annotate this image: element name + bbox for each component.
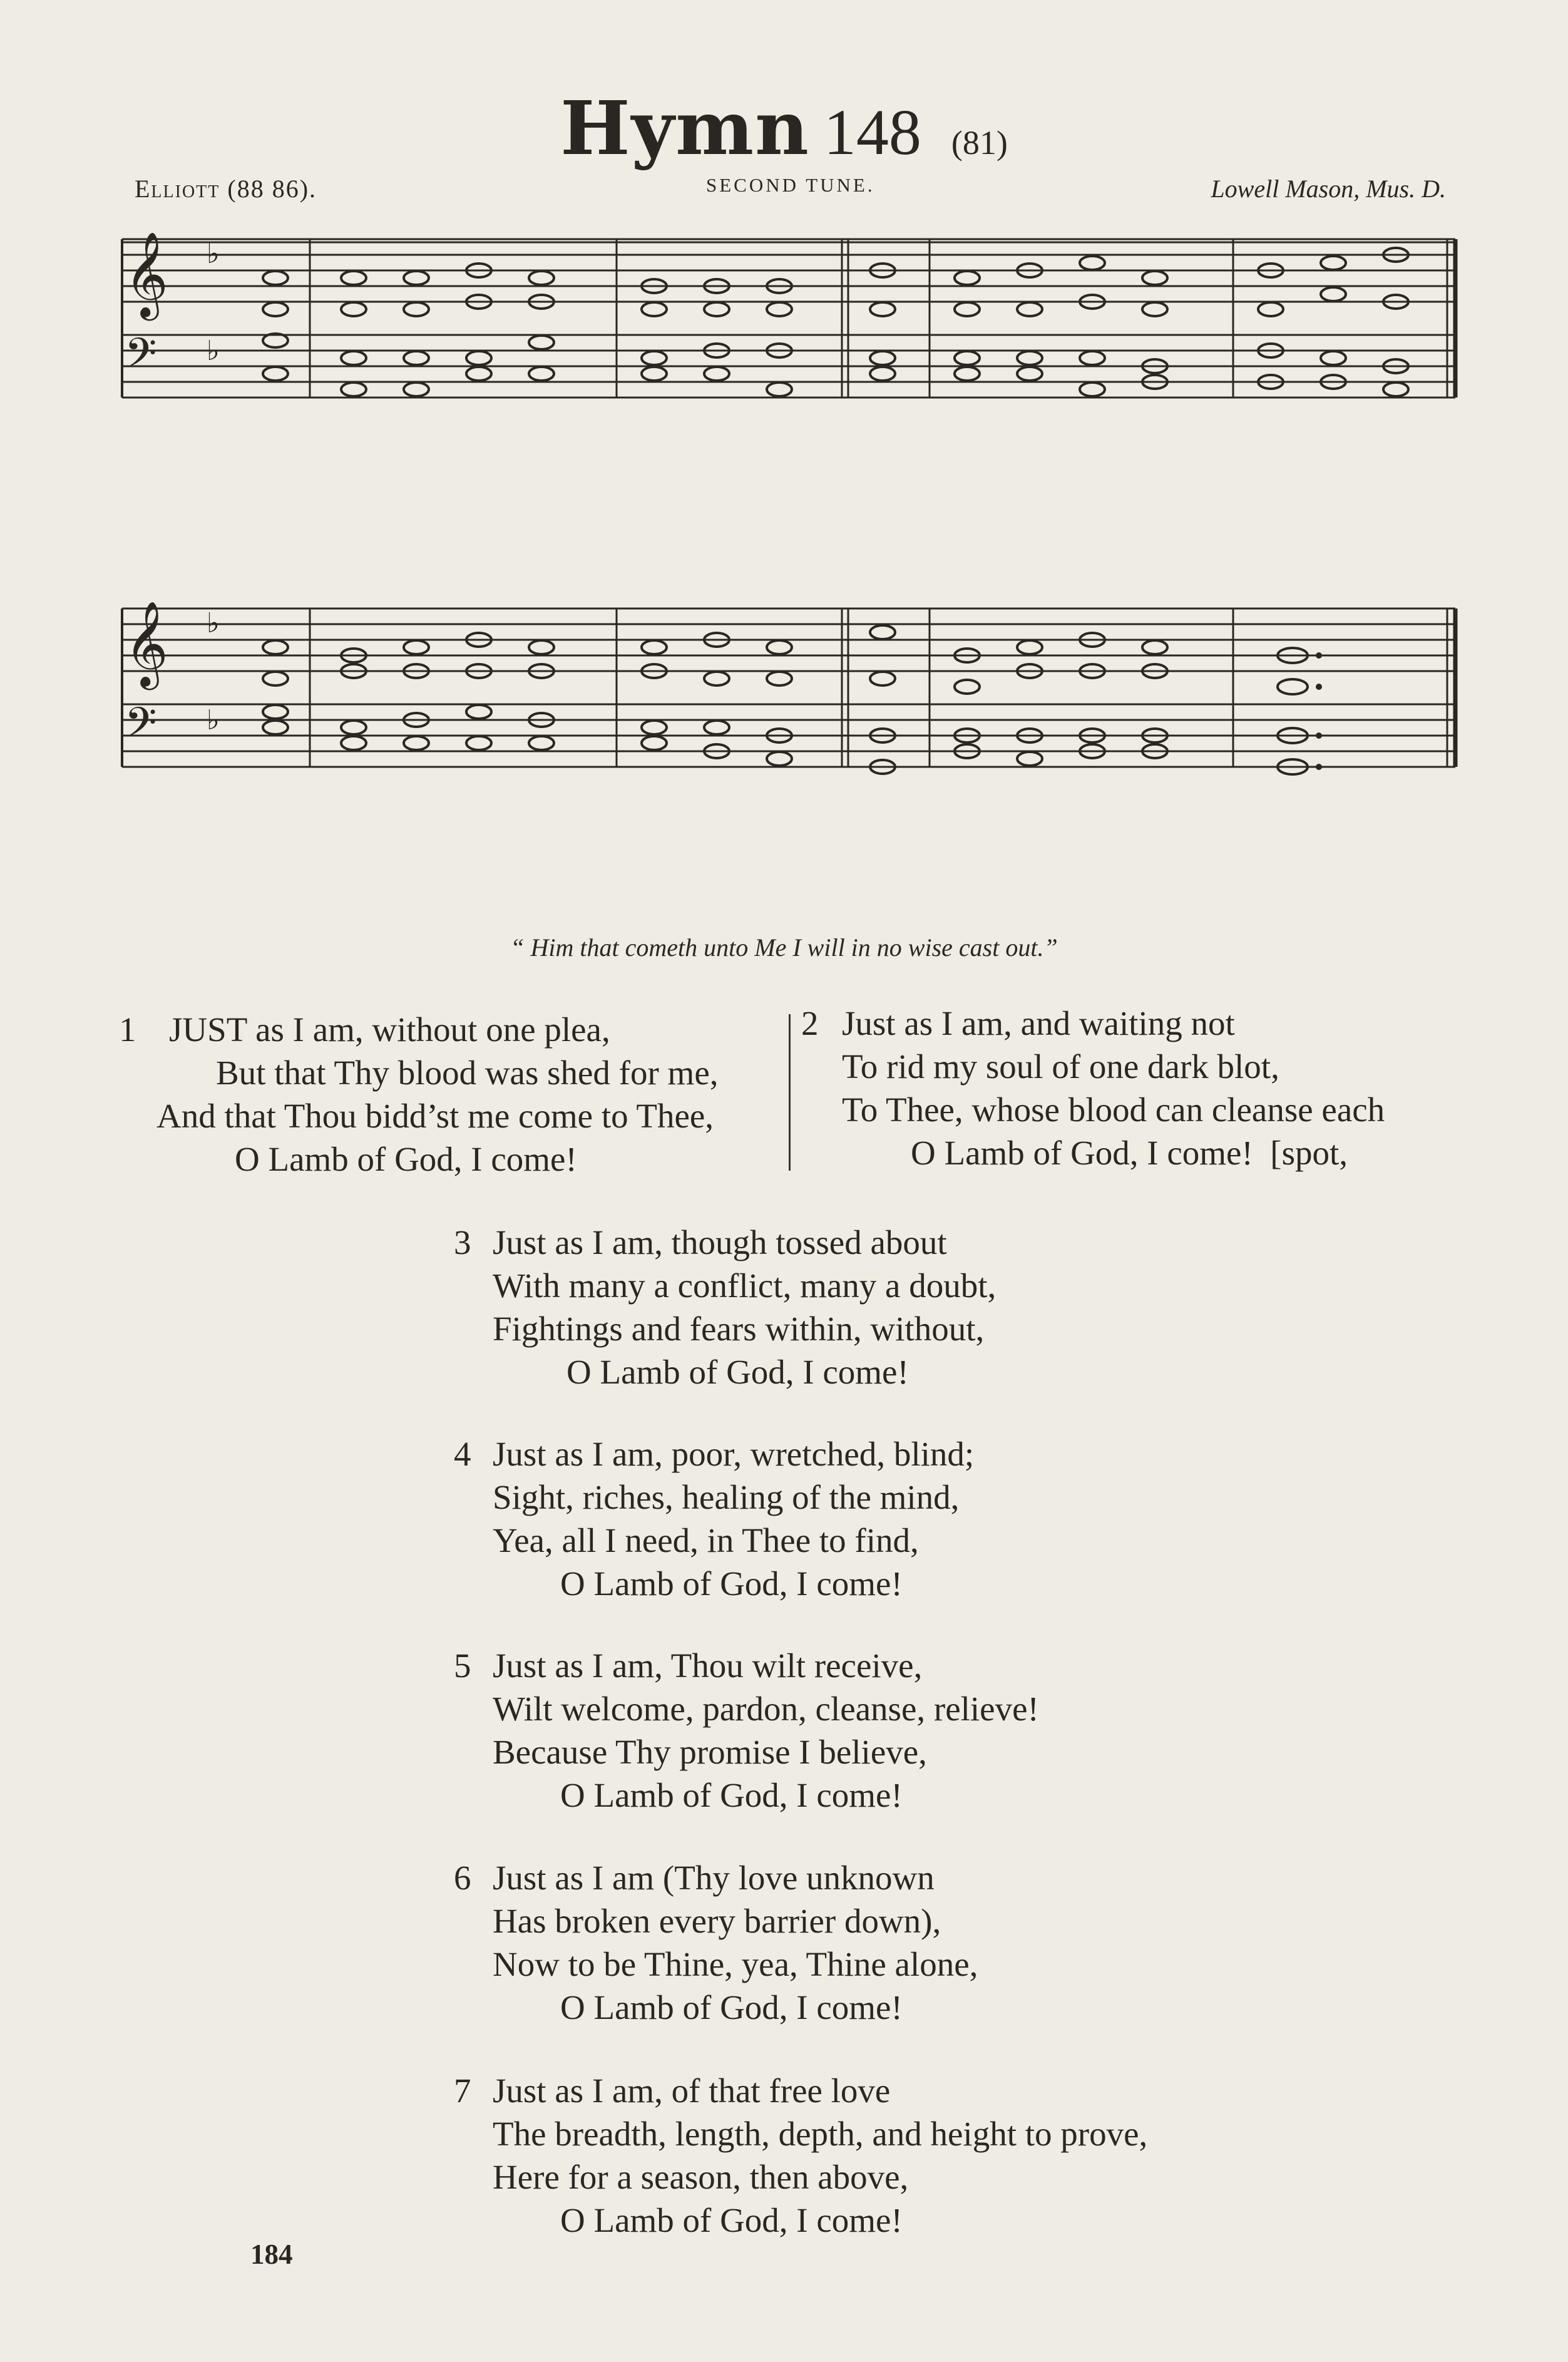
- stanza-line: Just as I am, though tossed about: [493, 1223, 947, 1261]
- page-number: 184: [250, 2239, 293, 2270]
- stanza-number: 3: [454, 1223, 471, 1261]
- svg-text:♭: ♭: [207, 335, 220, 367]
- stanza-line: Yea, all I need, in Thee to find,: [493, 1521, 919, 1559]
- stanza-line: Here for a season, then above,: [493, 2158, 909, 2196]
- stanza-line: Has broken every barrier down),: [493, 1902, 941, 1940]
- hymn-reference: (81): [951, 124, 1008, 162]
- stanza-line: JUST as I am, without one plea,: [169, 1010, 610, 1049]
- hymn-title: [0, 85, 1568, 172]
- svg-text:♭: ♭: [207, 607, 220, 639]
- stanza-line: Wilt welcome, pardon, cleanse, relieve!: [493, 1690, 1039, 1728]
- stanza-line: Just as I am, Thou wilt receive,: [493, 1646, 923, 1685]
- tune-name: Elliott (88 86).: [135, 175, 317, 203]
- stanza-line: Now to be Thine, yea, Thine alone,: [493, 1945, 978, 1983]
- stanza-line: To Thee, whose blood can cleanse each: [842, 1091, 1385, 1129]
- stanza-line: Because Thy promise I believe,: [493, 1733, 927, 1771]
- hymn-word: Hymn: [560, 85, 810, 172]
- stanza-7: [454, 2069, 1148, 2328]
- bass-clef-icon: 𝄢: [125, 699, 157, 757]
- stanza-line: Just as I am, of that free love: [493, 2072, 891, 2110]
- stanza-line: O Lamb of God, I come!: [560, 2201, 903, 2239]
- stanza-line: O Lamb of God, I come!: [235, 1140, 577, 1178]
- svg-text:♭: ♭: [207, 238, 220, 270]
- treble-clef-icon: 𝄞: [125, 600, 168, 686]
- svg-text:♭: ♭: [207, 704, 220, 736]
- stanza-line: O Lamb of God, I come!: [560, 1776, 903, 1814]
- bass-clef-icon: 𝄢: [125, 329, 157, 388]
- stanza-number: 2: [801, 1004, 819, 1042]
- tune-label: SECOND TUNE.: [706, 174, 875, 196]
- composer: Lowell Mason, Mus. D.: [1211, 175, 1446, 203]
- stanza-line: With many a conflict, many a doubt,: [493, 1266, 997, 1305]
- stanza-line: O Lamb of God, I come!: [566, 1353, 909, 1391]
- stanza-line: O Lamb of God, I come!: [560, 1564, 903, 1603]
- stanza-1: [119, 1008, 719, 1267]
- music-system-2: [116, 595, 1462, 776]
- stanza-line: Just as I am, poor, wretched, blind;: [493, 1435, 975, 1473]
- stanza-line: And that Thou bidd’st me come to Thee,: [156, 1097, 714, 1135]
- stanza-number: 1: [119, 1010, 136, 1049]
- stanza-line: The breadth, length, depth, and height to prove,: [493, 2115, 1148, 2153]
- treble-clef-icon: 𝄞: [125, 230, 168, 317]
- music-system-1: [116, 225, 1462, 407]
- stanza-line: Fightings and fears within, without,: [493, 1310, 985, 1348]
- stanza-line: Just as I am (Thy love unknown: [493, 1859, 935, 1897]
- stanza-line: To rid my soul of one dark blot,: [842, 1047, 1279, 1086]
- stanza-line: O Lamb of God, I come!: [560, 1988, 903, 2026]
- stanza-line: Just as I am, and waiting not: [842, 1004, 1235, 1042]
- column-divider: [789, 1014, 791, 1171]
- stanza-number: 6: [454, 1859, 471, 1897]
- stanza-line: Sight, riches, healing of the mind,: [493, 1478, 960, 1516]
- stanza-number: 7: [454, 2072, 471, 2110]
- stanza-line: But that Thy blood was shed for me,: [216, 1054, 719, 1092]
- stanza-number: 5: [454, 1646, 471, 1685]
- hymn-number: 148: [823, 96, 921, 168]
- treble-staff: [122, 239, 1455, 302]
- epigraph: “ Him that cometh unto Me I will in no wise cast out.”: [510, 933, 1058, 962]
- stanza-number: 4: [454, 1435, 471, 1473]
- stanza-line: O Lamb of God, I come! [spot,: [911, 1134, 1348, 1172]
